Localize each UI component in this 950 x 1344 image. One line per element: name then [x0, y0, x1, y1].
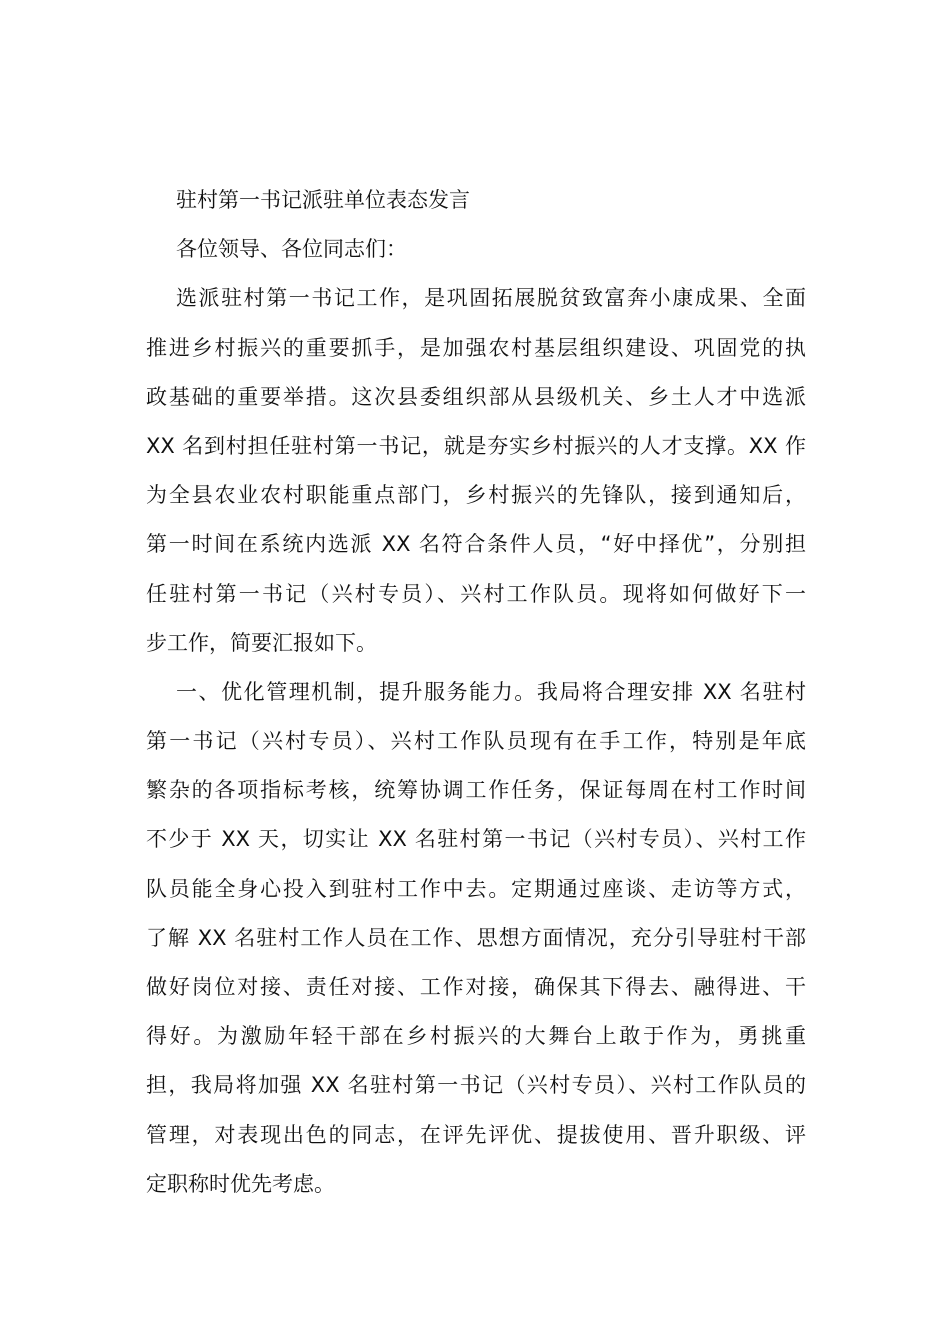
paragraph-1-line: 任驻村第一书记（兴村专员）、兴村工作队员。现将如何做好下一	[146, 581, 806, 606]
paragraph-2-line: 得好。为激励年轻干部在乡村振兴的大舞台上敢于作为，勇挑重	[146, 1024, 806, 1049]
paragraph-1-line: 步工作，简要汇报如下。	[146, 630, 377, 655]
paragraph-2-line: 队员能全身心投入到驻村工作中去。定期通过座谈、走访等方式，	[146, 876, 806, 901]
paragraph-2-line: 管理，对表现出色的同志，在评先评优、提拔使用、晋升职级、评	[146, 1122, 806, 1147]
paragraph-2-line: 一、优化管理机制，提升服务能力。我局将合理安排 XX 名驻村	[176, 679, 806, 704]
document-title: 驻村第一书记派驻单位表态发言	[176, 188, 470, 212]
paragraph-1-line: 政基础的重要举措。这次县委组织部从县级机关、乡土人才中选派	[146, 384, 806, 409]
salutation: 各位领导、各位同志们：	[176, 237, 407, 262]
paragraph-2-line: 定职称时优先考虑。	[146, 1171, 335, 1196]
paragraph-2-line: 担，我局将加强 XX 名驻村第一书记（兴村专员）、兴村工作队员的	[146, 1073, 806, 1098]
paragraph-1-line: 推进乡村振兴的重要抓手，是加强农村基层组织建设、巩固党的执	[146, 335, 806, 360]
paragraph-2-line: 不少于 XX 天，切实让 XX 名驻村第一书记（兴村专员）、兴村工作	[146, 827, 806, 852]
paragraph-1-line: 为全县农业农村职能重点部门，乡村振兴的先锋队，接到通知后，	[146, 483, 806, 508]
paragraph-2-line: 繁杂的各项指标考核，统筹协调工作任务，保证每周在村工作时间	[146, 778, 806, 803]
paragraph-1-line: XX 名到村担任驻村第一书记，就是夯实乡村振兴的人才支撑。XX 作	[146, 433, 806, 458]
paragraph-1-line: 选派驻村第一书记工作，是巩固拓展脱贫致富奔小康成果、全面	[176, 286, 806, 311]
paragraph-1-line: 第一时间在系统内选派 XX 名符合条件人员，“好中择优”，分别担	[146, 532, 806, 557]
paragraph-2-line: 第一书记（兴村专员）、兴村工作队员现有在手工作，特别是年底	[146, 729, 806, 754]
paragraph-2-line: 了解 XX 名驻村工作人员在工作、思想方面情况，充分引导驻村干部	[146, 925, 806, 950]
paragraph-2-line: 做好岗位对接、责任对接、工作对接，确保其下得去、融得进、干	[146, 975, 806, 999]
document-body	[146, 176, 806, 1209]
